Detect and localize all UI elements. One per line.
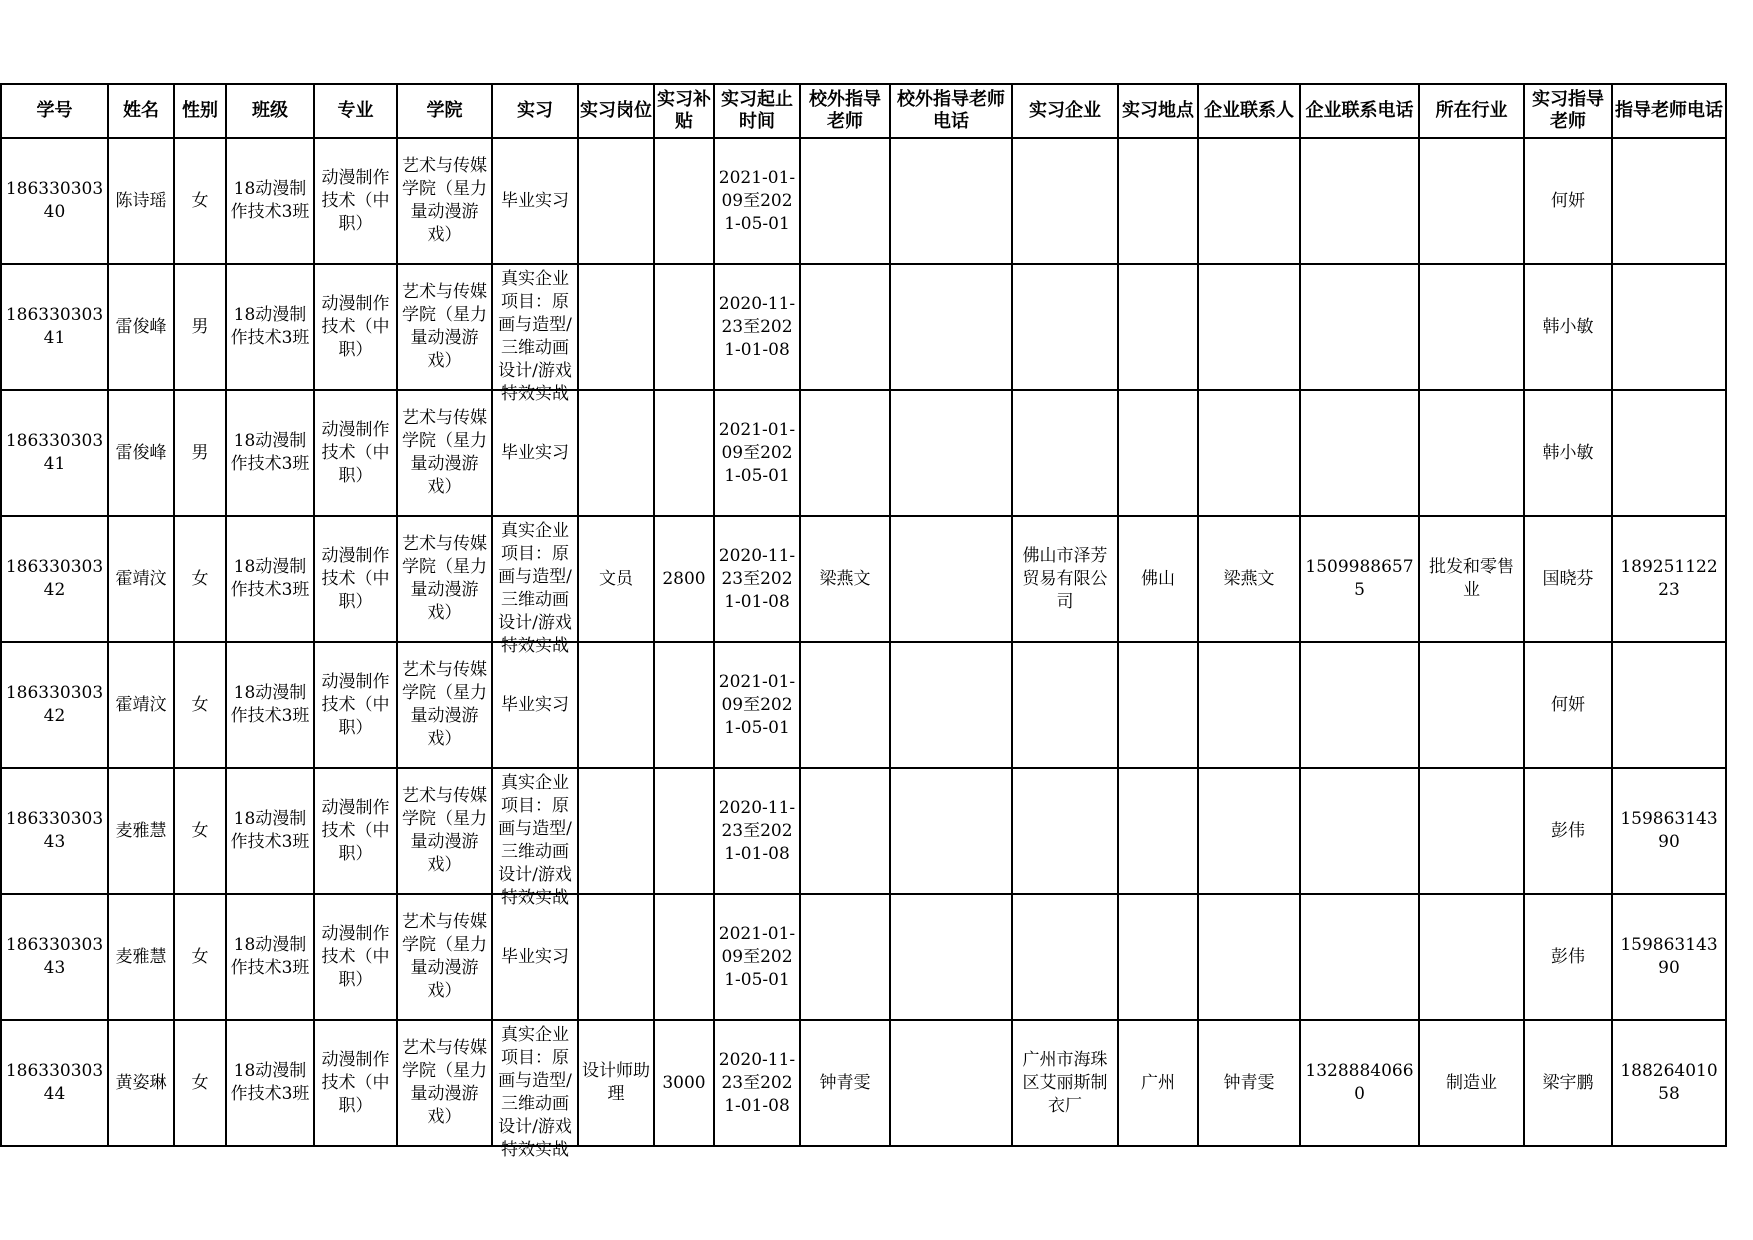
post-cell <box>578 642 654 768</box>
contact-cell <box>1198 1020 1300 1146</box>
header-period: 实习起止时间 <box>714 84 800 138</box>
post-cell <box>578 264 654 390</box>
student-id-cell-text: 18633030340 <box>5 179 104 222</box>
name-cell <box>108 894 174 1020</box>
company-cell <box>1012 894 1118 1020</box>
header-row <box>1 84 1726 138</box>
class-cell <box>226 390 314 516</box>
internship-cell <box>492 894 578 1020</box>
teacher-cell <box>1524 264 1612 390</box>
college-cell-text: 艺术与传媒学院（星力量动漫游戏） <box>402 282 487 371</box>
post-cell <box>578 138 654 264</box>
teacher-phone-cell-text: 18925112223 <box>1620 557 1718 600</box>
college-cell <box>397 264 492 390</box>
gender-cell-text: 女 <box>191 568 209 589</box>
subsidy-cell <box>654 1020 714 1146</box>
gender-cell-text: 女 <box>191 190 209 211</box>
post-cell-text: 设计师助理 <box>582 1061 650 1104</box>
header-subsidy: 实习补贴 <box>654 84 714 138</box>
external-teacher-cell <box>800 264 890 390</box>
major-cell <box>314 1020 397 1146</box>
header-college: 学院 <box>397 84 492 138</box>
post-cell-text: 文员 <box>599 568 633 589</box>
major-cell-text: 动漫制作技术（中职） <box>321 923 390 990</box>
table-row <box>1 390 1726 516</box>
period-cell-text: 2021-01-09至2021-05-01 <box>718 671 796 738</box>
college-cell-text: 艺术与传媒学院（星力量动漫游戏） <box>402 912 487 1001</box>
college-cell <box>397 894 492 1020</box>
external-teacher-cell-text: 钟青雯 <box>819 1072 871 1093</box>
name-cell-text: 雷俊峰 <box>115 442 167 463</box>
subsidy-cell <box>654 264 714 390</box>
teacher-phone-cell-text: 15986314390 <box>1620 935 1718 978</box>
subsidy-cell-text: 3000 <box>662 1072 706 1093</box>
class-cell <box>226 264 314 390</box>
contact-phone-cell <box>1300 264 1419 390</box>
post-cell <box>578 390 654 516</box>
table-row <box>1 768 1726 894</box>
teacher-cell <box>1524 642 1612 768</box>
teacher-cell <box>1524 516 1612 642</box>
name-cell <box>108 1020 174 1146</box>
contact-phone-cell <box>1300 1020 1419 1146</box>
internship-cell <box>492 1020 578 1160</box>
college-cell-text: 艺术与传媒学院（星力量动漫游戏） <box>402 408 487 497</box>
internship-table <box>0 83 1727 1160</box>
internship-cell-text: 毕业实习 <box>501 442 569 463</box>
class-cell <box>226 138 314 264</box>
teacher-phone-cell <box>1612 516 1726 642</box>
subsidy-cell <box>654 642 714 768</box>
subsidy-cell <box>654 390 714 516</box>
student-id-cell-text: 18633030341 <box>5 305 104 348</box>
internship-cell-text: 毕业实习 <box>501 946 569 967</box>
company-cell <box>1012 516 1118 642</box>
class-cell-text: 18动漫制作技术3班 <box>230 809 310 852</box>
industry-cell <box>1419 642 1524 768</box>
location-cell <box>1118 390 1198 516</box>
header-external-teacher-phone: 校外指导老师电话 <box>890 84 1012 138</box>
gender-cell-text: 女 <box>191 946 209 967</box>
external-teacher-cell <box>800 642 890 768</box>
name-cell-text: 陈诗瑶 <box>115 190 167 211</box>
college-cell <box>397 390 492 516</box>
table-row <box>1 894 1726 1020</box>
class-cell <box>226 516 314 642</box>
gender-cell-text: 女 <box>191 1072 209 1093</box>
subsidy-cell-text: 2800 <box>662 568 706 589</box>
major-cell <box>314 516 397 642</box>
major-cell-text: 动漫制作技术（中职） <box>321 545 390 612</box>
college-cell-text: 艺术与传媒学院（星力量动漫游戏） <box>402 786 487 875</box>
contact-cell <box>1198 390 1300 516</box>
contact-phone-cell <box>1300 516 1419 642</box>
internship-cell-text: 毕业实习 <box>501 694 569 715</box>
header-contact: 企业联系人 <box>1198 84 1300 138</box>
college-cell <box>397 1020 492 1146</box>
teacher-cell <box>1524 894 1612 1020</box>
subsidy-cell <box>654 768 714 894</box>
internship-cell <box>492 768 578 908</box>
major-cell-text: 动漫制作技术（中职） <box>321 419 390 486</box>
teacher-cell <box>1524 1020 1612 1146</box>
header-external-teacher: 校外指导老师 <box>800 84 890 138</box>
contact-cell <box>1198 138 1300 264</box>
period-cell-text: 2020-11-23至2021-01-08 <box>718 1049 796 1116</box>
header-teacher-phone: 指导老师电话 <box>1612 84 1726 138</box>
company-cell <box>1012 768 1118 894</box>
contact-cell <box>1198 642 1300 768</box>
location-cell <box>1118 264 1198 390</box>
gender-cell <box>174 1020 226 1146</box>
period-cell-text: 2020-11-23至2021-01-08 <box>718 545 796 612</box>
name-cell <box>108 768 174 894</box>
college-cell-text: 艺术与传媒学院（星力量动漫游戏） <box>402 1038 487 1127</box>
header-class: 班级 <box>226 84 314 138</box>
internship-cell <box>492 264 578 404</box>
gender-cell <box>174 894 226 1020</box>
student-id-cell <box>1 642 108 768</box>
name-cell-text: 黄姿琳 <box>115 1072 167 1093</box>
header-contact-phone: 企业联系电话 <box>1300 84 1419 138</box>
internship-cell-text: 真实企业项目：原画与造型/三维动画设计/游戏特效实战 <box>498 521 572 656</box>
teacher-cell-text: 彭伟 <box>1551 946 1585 967</box>
name-cell-text: 雷俊峰 <box>115 316 167 337</box>
location-cell-text: 佛山 <box>1141 568 1175 589</box>
location-cell-text: 广州 <box>1141 1072 1175 1093</box>
table-row <box>1 642 1726 768</box>
major-cell <box>314 768 397 894</box>
class-cell <box>226 768 314 894</box>
student-id-cell-text: 18633030343 <box>5 809 104 852</box>
class-cell-text: 18动漫制作技术3班 <box>230 431 310 474</box>
contact-cell <box>1198 264 1300 390</box>
student-id-cell-text: 18633030343 <box>5 935 104 978</box>
teacher-phone-cell <box>1612 894 1726 1020</box>
period-cell-text: 2020-11-23至2021-01-08 <box>718 293 796 360</box>
major-cell <box>314 264 397 390</box>
period-cell-text: 2021-01-09至2021-05-01 <box>718 419 796 486</box>
gender-cell-text: 男 <box>191 316 209 337</box>
internship-cell <box>492 138 578 264</box>
external-teacher-cell <box>800 138 890 264</box>
teacher-cell-text: 韩小敏 <box>1542 316 1594 337</box>
gender-cell-text: 女 <box>191 820 209 841</box>
table-row <box>1 138 1726 264</box>
class-cell-text: 18动漫制作技术3班 <box>230 305 310 348</box>
teacher-phone-cell <box>1612 768 1726 894</box>
internship-cell-text: 真实企业项目：原画与造型/三维动画设计/游戏特效实战 <box>498 269 572 404</box>
table-body <box>1 138 1726 1160</box>
college-cell-text: 艺术与传媒学院（星力量动漫游戏） <box>402 660 487 749</box>
industry-cell <box>1419 264 1524 390</box>
external-teacher-phone-cell <box>890 138 1012 264</box>
external-teacher-phone-cell <box>890 894 1012 1020</box>
table-row <box>1 264 1726 390</box>
location-cell <box>1118 894 1198 1020</box>
internship-cell-text: 毕业实习 <box>501 190 569 211</box>
name-cell-text: 霍靖汶 <box>115 694 167 715</box>
teacher-cell <box>1524 138 1612 264</box>
header-company: 实习企业 <box>1012 84 1118 138</box>
company-cell <box>1012 264 1118 390</box>
external-teacher-phone-cell <box>890 1020 1012 1146</box>
company-cell-text: 佛山市泽芳贸易有限公司 <box>1022 545 1108 612</box>
table-row <box>1 1020 1726 1146</box>
contact-cell <box>1198 516 1300 642</box>
external-teacher-phone-cell <box>890 516 1012 642</box>
major-cell <box>314 390 397 516</box>
student-id-cell <box>1 516 108 642</box>
company-cell-text: 广州市海珠区艾丽斯制衣厂 <box>1022 1049 1108 1116</box>
teacher-phone-cell <box>1612 138 1726 264</box>
subsidy-cell <box>654 138 714 264</box>
class-cell-text: 18动漫制作技术3班 <box>230 557 310 600</box>
contact-cell <box>1198 894 1300 1020</box>
student-id-cell <box>1 894 108 1020</box>
external-teacher-cell <box>800 894 890 1020</box>
subsidy-cell <box>654 516 714 642</box>
teacher-cell-text: 梁宇鹏 <box>1542 1072 1594 1093</box>
major-cell-text: 动漫制作技术（中职） <box>321 1049 390 1116</box>
teacher-phone-cell <box>1612 642 1726 768</box>
contact-cell <box>1198 768 1300 894</box>
period-cell-text: 2021-01-09至2021-05-01 <box>718 923 796 990</box>
contact-phone-cell-text: 15099886575 <box>1305 557 1414 600</box>
teacher-phone-cell <box>1612 390 1726 516</box>
teacher-phone-cell-text: 18826401058 <box>1620 1061 1718 1104</box>
student-id-cell <box>1 390 108 516</box>
header-major: 专业 <box>314 84 397 138</box>
location-cell <box>1118 642 1198 768</box>
header-name: 姓名 <box>108 84 174 138</box>
college-cell <box>397 516 492 642</box>
internship-cell <box>492 516 578 656</box>
contact-phone-cell <box>1300 642 1419 768</box>
header-gender: 性别 <box>174 84 226 138</box>
teacher-cell-text: 彭伟 <box>1551 820 1585 841</box>
major-cell-text: 动漫制作技术（中职） <box>321 797 390 864</box>
location-cell <box>1118 1020 1198 1146</box>
teacher-cell-text: 国晓芬 <box>1542 568 1594 589</box>
gender-cell-text: 女 <box>191 694 209 715</box>
teacher-phone-cell <box>1612 264 1726 390</box>
gender-cell <box>174 768 226 894</box>
period-cell <box>714 894 800 1020</box>
external-teacher-cell <box>800 1020 890 1146</box>
header-student-id: 学号 <box>1 84 108 138</box>
header-location: 实习地点 <box>1118 84 1198 138</box>
gender-cell-text: 男 <box>191 442 209 463</box>
major-cell-text: 动漫制作技术（中职） <box>321 293 390 360</box>
major-cell <box>314 642 397 768</box>
class-cell-text: 18动漫制作技术3班 <box>230 1061 310 1104</box>
teacher-phone-cell <box>1612 1020 1726 1146</box>
period-cell-text: 2020-11-23至2021-01-08 <box>718 797 796 864</box>
internship-cell-text: 真实企业项目：原画与造型/三维动画设计/游戏特效实战 <box>498 1025 572 1160</box>
contact-phone-cell <box>1300 138 1419 264</box>
header-post: 实习岗位 <box>578 84 654 138</box>
name-cell <box>108 138 174 264</box>
college-cell-text: 艺术与传媒学院（星力量动漫游戏） <box>402 156 487 245</box>
teacher-phone-cell-text: 15986314390 <box>1620 809 1718 852</box>
industry-cell <box>1419 516 1524 642</box>
company-cell <box>1012 390 1118 516</box>
header-internship: 实习 <box>492 84 578 138</box>
college-cell <box>397 768 492 894</box>
post-cell <box>578 1020 654 1146</box>
table-row <box>1 516 1726 642</box>
name-cell-text: 麦雅慧 <box>115 946 167 967</box>
contact-phone-cell-text: 13288840660 <box>1305 1061 1414 1104</box>
student-id-cell-text: 18633030341 <box>5 431 104 474</box>
student-id-cell <box>1 1020 108 1146</box>
industry-cell <box>1419 768 1524 894</box>
period-cell <box>714 642 800 768</box>
major-cell <box>314 894 397 1020</box>
gender-cell <box>174 264 226 390</box>
class-cell <box>226 894 314 1020</box>
internship-cell <box>492 642 578 768</box>
student-id-cell <box>1 768 108 894</box>
contact-cell-text: 梁燕文 <box>1223 568 1275 589</box>
name-cell-text: 麦雅慧 <box>115 820 167 841</box>
contact-phone-cell <box>1300 390 1419 516</box>
major-cell-text: 动漫制作技术（中职） <box>321 671 390 738</box>
subsidy-cell <box>654 894 714 1020</box>
period-cell <box>714 768 800 894</box>
external-teacher-phone-cell <box>890 768 1012 894</box>
student-id-cell <box>1 264 108 390</box>
class-cell <box>226 1020 314 1146</box>
class-cell-text: 18动漫制作技术3班 <box>230 179 310 222</box>
period-cell <box>714 516 800 642</box>
location-cell <box>1118 768 1198 894</box>
college-cell-text: 艺术与传媒学院（星力量动漫游戏） <box>402 534 487 623</box>
period-cell <box>714 1020 800 1146</box>
external-teacher-phone-cell <box>890 642 1012 768</box>
period-cell <box>714 390 800 516</box>
name-cell <box>108 516 174 642</box>
company-cell <box>1012 1020 1118 1146</box>
class-cell-text: 18动漫制作技术3班 <box>230 683 310 726</box>
industry-cell-text: 制造业 <box>1446 1072 1497 1093</box>
teacher-cell <box>1524 390 1612 516</box>
class-cell-text: 18动漫制作技术3班 <box>230 935 310 978</box>
post-cell <box>578 516 654 642</box>
contact-phone-cell <box>1300 894 1419 1020</box>
external-teacher-cell <box>800 768 890 894</box>
internship-cell-text: 真实企业项目：原画与造型/三维动画设计/游戏特效实战 <box>498 773 572 908</box>
teacher-cell-text: 何妍 <box>1551 190 1585 211</box>
post-cell <box>578 894 654 1020</box>
industry-cell <box>1419 390 1524 516</box>
period-cell <box>714 264 800 390</box>
name-cell <box>108 642 174 768</box>
name-cell <box>108 390 174 516</box>
gender-cell <box>174 138 226 264</box>
industry-cell-text: 批发和零售业 <box>1429 557 1514 600</box>
header-teacher: 实习指导老师 <box>1524 84 1612 138</box>
student-id-cell-text: 18633030344 <box>5 1061 104 1104</box>
header-industry: 所在行业 <box>1419 84 1524 138</box>
period-cell <box>714 138 800 264</box>
major-cell <box>314 138 397 264</box>
external-teacher-phone-cell <box>890 264 1012 390</box>
class-cell <box>226 642 314 768</box>
external-teacher-cell-text: 梁燕文 <box>819 568 871 589</box>
internship-cell <box>492 390 578 516</box>
location-cell <box>1118 516 1198 642</box>
name-cell-text: 霍靖汶 <box>115 568 167 589</box>
industry-cell <box>1419 1020 1524 1146</box>
contact-cell-text: 钟青雯 <box>1223 1072 1275 1093</box>
external-teacher-phone-cell <box>890 390 1012 516</box>
company-cell <box>1012 138 1118 264</box>
student-id-cell <box>1 138 108 264</box>
external-teacher-cell <box>800 516 890 642</box>
industry-cell <box>1419 138 1524 264</box>
gender-cell <box>174 516 226 642</box>
student-id-cell-text: 18633030342 <box>5 557 104 600</box>
teacher-cell-text: 韩小敏 <box>1542 442 1594 463</box>
company-cell <box>1012 642 1118 768</box>
contact-phone-cell <box>1300 768 1419 894</box>
teacher-cell-text: 何妍 <box>1551 694 1585 715</box>
post-cell <box>578 768 654 894</box>
college-cell <box>397 642 492 768</box>
name-cell <box>108 264 174 390</box>
college-cell <box>397 138 492 264</box>
teacher-cell <box>1524 768 1612 894</box>
student-id-cell-text: 18633030342 <box>5 683 104 726</box>
gender-cell <box>174 390 226 516</box>
external-teacher-cell <box>800 390 890 516</box>
gender-cell <box>174 642 226 768</box>
period-cell-text: 2021-01-09至2021-05-01 <box>718 167 796 234</box>
major-cell-text: 动漫制作技术（中职） <box>321 167 390 234</box>
location-cell <box>1118 138 1198 264</box>
industry-cell <box>1419 894 1524 1020</box>
